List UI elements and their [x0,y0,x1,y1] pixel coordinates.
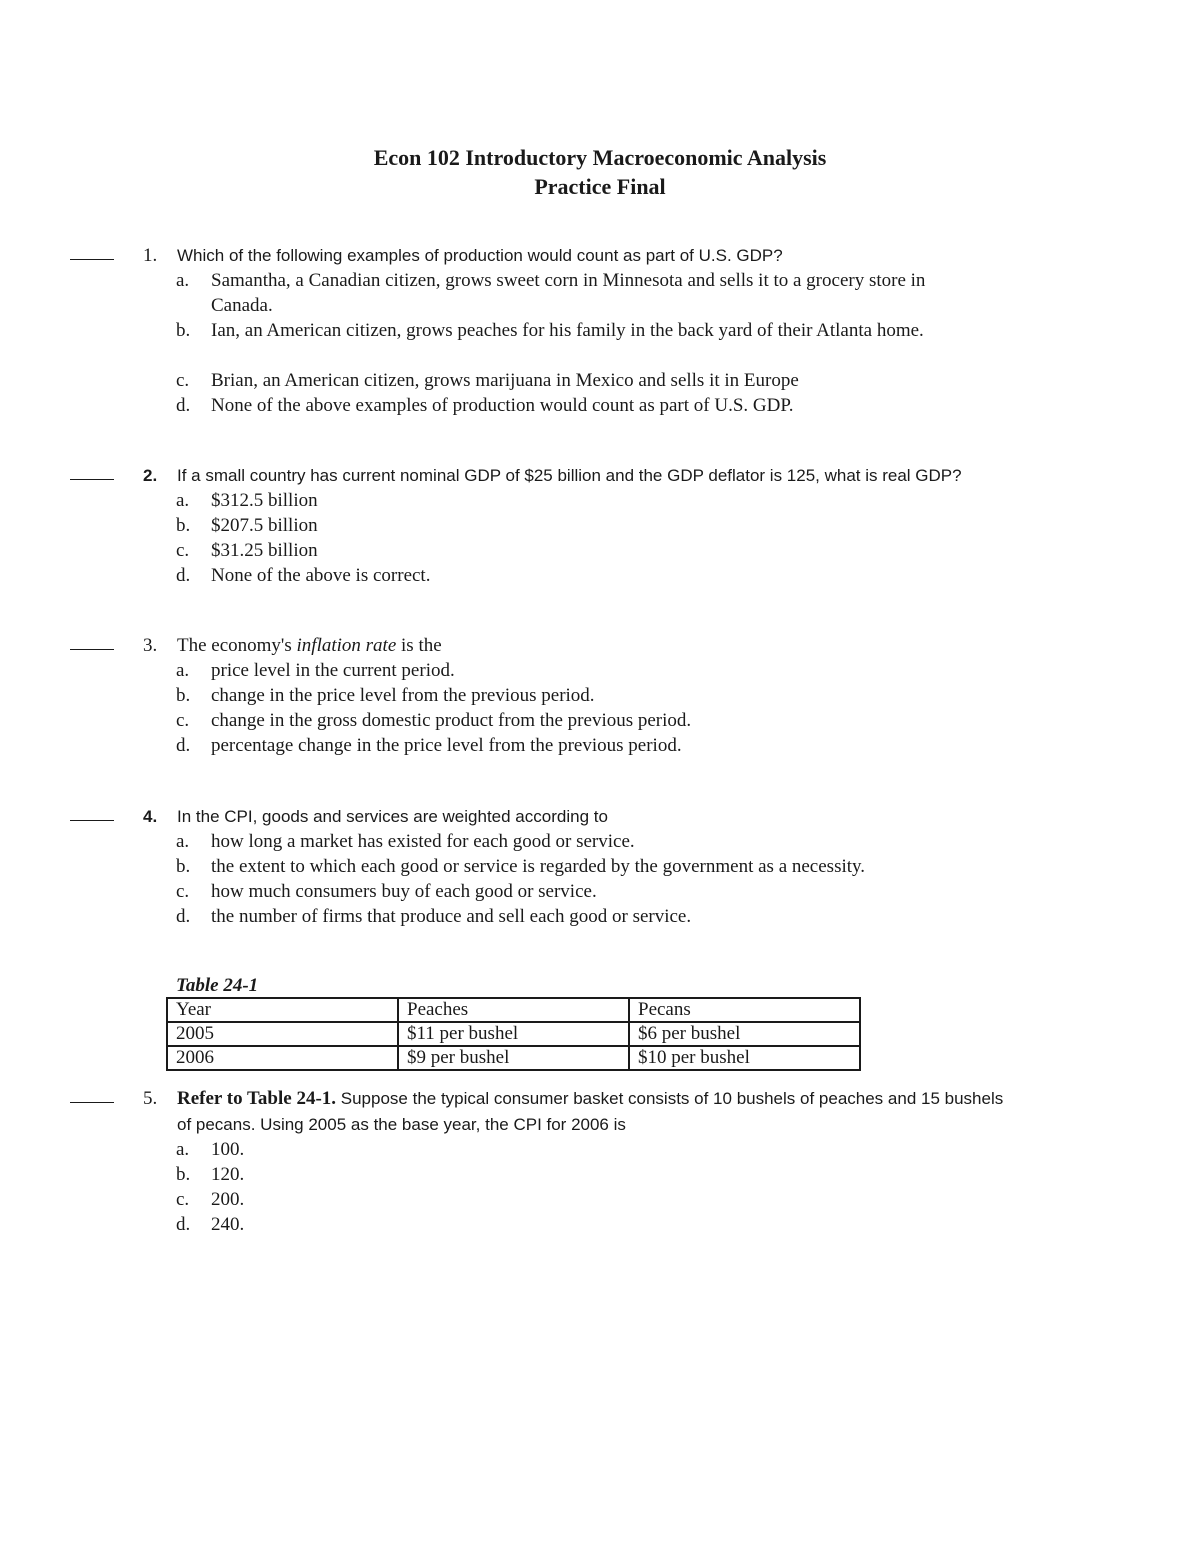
option-text: change in the price level from the previous period. [211,685,595,706]
question-stem: If a small country has current nominal GDP of $25 billion and the GDP deflator is 125, what is real GDP? [177,466,962,485]
option-d: d. None of the above examples of production would count as part of U.S. GDP. [0,393,1200,418]
question-number: 2. [143,466,158,485]
option-text: $207.5 billion [211,515,318,536]
table-cell: $6 per bushel [629,1022,860,1046]
table-row [167,1046,860,1070]
option-c: c. Brian, an American citizen, grows marijuana in Mexico and sells it in Europe [0,368,1200,393]
option-c: c. change in the gross domestic product from the previous period. [0,708,1200,733]
option-text: 240. [211,1214,245,1235]
option-text: price level in the current period. [211,660,455,681]
price-table [166,997,861,1071]
option-text: Brian, an American citizen, grows marijuana in Mexico and sells it in Europe [211,370,799,391]
page-title: Econ 102 Introductory Macroeconomic Analysis [373,145,827,170]
option-c: c. how much consumers buy of each good or service. [0,879,1200,904]
option-b: b. the extent to which each good or service is regarded by the government as a necessity. [0,854,1200,879]
answer-blank[interactable] [70,820,114,821]
answer-blank[interactable] [70,259,114,260]
question-stem: Refer to Table 24-1. Suppose the typical consumer basket consists of 10 bushels of peaches and 15 bushels [177,1088,1004,1109]
option-text: how much consumers buy of each good or service. [211,881,597,902]
option-text: change in the gross domestic product from the previous period. [211,710,692,731]
option-d: d. the number of firms that produce and sell each good or service. [0,904,1200,929]
option-b: b. 120. [0,1162,1200,1187]
option-text: the extent to which each good or service is regarded by the government as a necessity. [211,856,866,877]
answer-blank[interactable] [70,479,114,480]
option-a: a. price level in the current period. [0,658,1200,683]
table-cell: 2005 [167,1022,398,1046]
option-text: percentage change in the price level from the previous period. [211,735,682,756]
option-text: 200. [211,1189,245,1210]
option-text: $312.5 billion [211,490,318,511]
table-header-cell: Year [167,998,398,1022]
answer-blank[interactable] [70,649,114,650]
option-a: a. how long a market has existed for each good or service. [0,829,1200,854]
table-cell: $11 per bushel [398,1022,629,1046]
option-text: Ian, an American citizen, grows peaches for his family in the back yard of their Atlanta home. [211,320,924,341]
option-text: how long a market has existed for each good or service. [211,831,635,852]
option-text: the number of firms that produce and sell each good or service. [211,906,692,927]
question-number: 4. [143,807,158,826]
option-d: d. percentage change in the price level from the previous period. [0,733,1200,758]
table-cell: $10 per bushel [629,1046,860,1070]
question-number: 3. [143,635,158,656]
option-a: a. 100. [0,1137,1200,1162]
option-text: None of the above examples of production would count as part of U.S. GDP. [211,395,794,416]
question-stem: The economy's inflation rate is the [177,635,442,656]
table-row [167,1022,860,1046]
option-text: None of the above is correct. [211,565,431,586]
question-number: 1. [143,245,158,266]
option-d: d. None of the above is correct. [0,563,1200,588]
question-number: 5. [143,1088,158,1109]
table-cell: $9 per bushel [398,1046,629,1070]
answer-blank[interactable] [70,1102,114,1103]
option-text: $31.25 billion [211,540,318,561]
question-stem-continued: of pecans. Using 2005 as the base year, the CPI for 2006 is [177,1115,626,1134]
option-b: b. $207.5 billion [0,513,1200,538]
question-stem: In the CPI, goods and services are weighted according to [177,807,608,826]
table-reference: Refer to Table 24-1. [177,1088,337,1109]
table-header-row [167,998,860,1022]
option-c: c. 200. [0,1187,1200,1212]
option-text: Samantha, a Canadian citizen, grows sweet corn in Minnesota and sells it to a grocery store in Canada. [211,270,926,316]
table-header-cell: Pecans [629,998,860,1022]
table-header-cell: Peaches [398,998,629,1022]
table-caption: Table 24-1 [176,975,259,996]
page-subtitle: Practice Final [534,174,666,199]
option-d: d. 240. [0,1212,1200,1237]
option-c: c. $31.25 billion [0,538,1200,563]
option-a: a. Samantha, a Canadian citizen, grows sweet corn in Minnesota and sells it to a grocery store in Canada. [0,268,1200,318]
question-stem: Which of the following examples of production would count as part of U.S. GDP? [177,246,783,265]
option-b: b. Ian, an American citizen, grows peaches for his family in the back yard of their Atlanta home. [0,318,1200,368]
option-text: 120. [211,1164,245,1185]
option-a: a. $312.5 billion [0,488,1200,513]
option-b: b. change in the price level from the previous period. [0,683,1200,708]
emphasized-term: inflation rate [296,635,397,656]
table-cell: 2006 [167,1046,398,1070]
option-text: 100. [211,1139,245,1160]
